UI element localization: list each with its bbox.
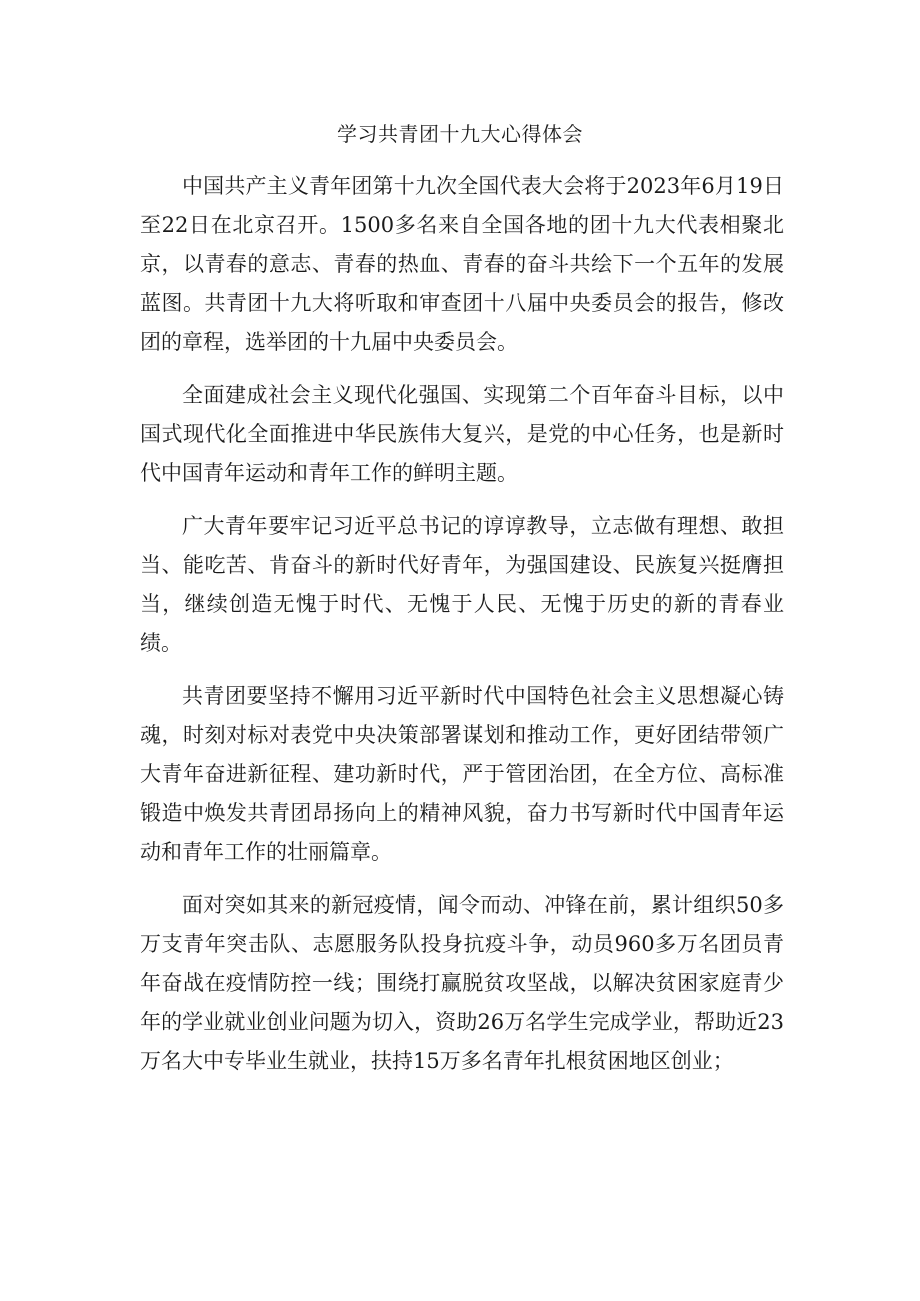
paragraph-1: 中国共产主义青年团第十九次全国代表大会将于2023年6月19日至22日在北京召开。1500多名来自全国各地的团十九大代表相聚北京，以青春的意志、青春的热血、青春的奋斗共绘下一个五年的发展蓝图。共青团十九大将听取和审查团十八届中央委员会的报告，修改团的章程，选举团的十九届中央委员会。 bbox=[140, 174, 784, 354]
paragraph-5: 面对突如其来的新冠疫情，闻令而动、冲锋在前，累计组织50多万支青年突击队、志愿服务队投身抗疫斗争，动员960多万名团员青年奋战在疫情防控一线；围绕打赢脱贫攻坚战，以解决贫困家庭青少年的学业就业创业问题为切入，资助26万名学生完成学业，帮助近23万名大中专毕业生就业，扶持15万多名青年扎根贫困地区创业； bbox=[140, 893, 784, 1073]
document-title: 学习共青团十九大心得体会 bbox=[337, 122, 583, 146]
paragraph-2: 全面建成社会主义现代化强国、实现第二个百年奋斗目标，以中国式现代化全面推进中华民族伟大复兴，是党的中心任务，也是新时代中国青年运动和青年工作的鲜明主题。 bbox=[140, 383, 784, 485]
paragraph-3: 广大青年要牢记习近平总书记的谆谆教导，立志做有理想、敢担当、能吃苦、肯奋斗的新时代好青年，为强国建设、民族复兴挺膺担当，继续创造无愧于时代、无愧于人民、无愧于历史的新的青春业绩。 bbox=[140, 514, 784, 655]
document-body bbox=[140, 167, 784, 1095]
paragraph-4: 共青团要坚持不懈用习近平新时代中国特色社会主义思想凝心铸魂，时刻对标对表党中央决策部署谋划和推动工作，更好团结带领广大青年奋进新征程、建功新时代，严于管团治团，在全方位、高标准锻造中焕发共青团昂扬向上的精神风貌，奋力书写新时代中国青年运动和青年工作的壮丽篇章。 bbox=[140, 684, 784, 864]
